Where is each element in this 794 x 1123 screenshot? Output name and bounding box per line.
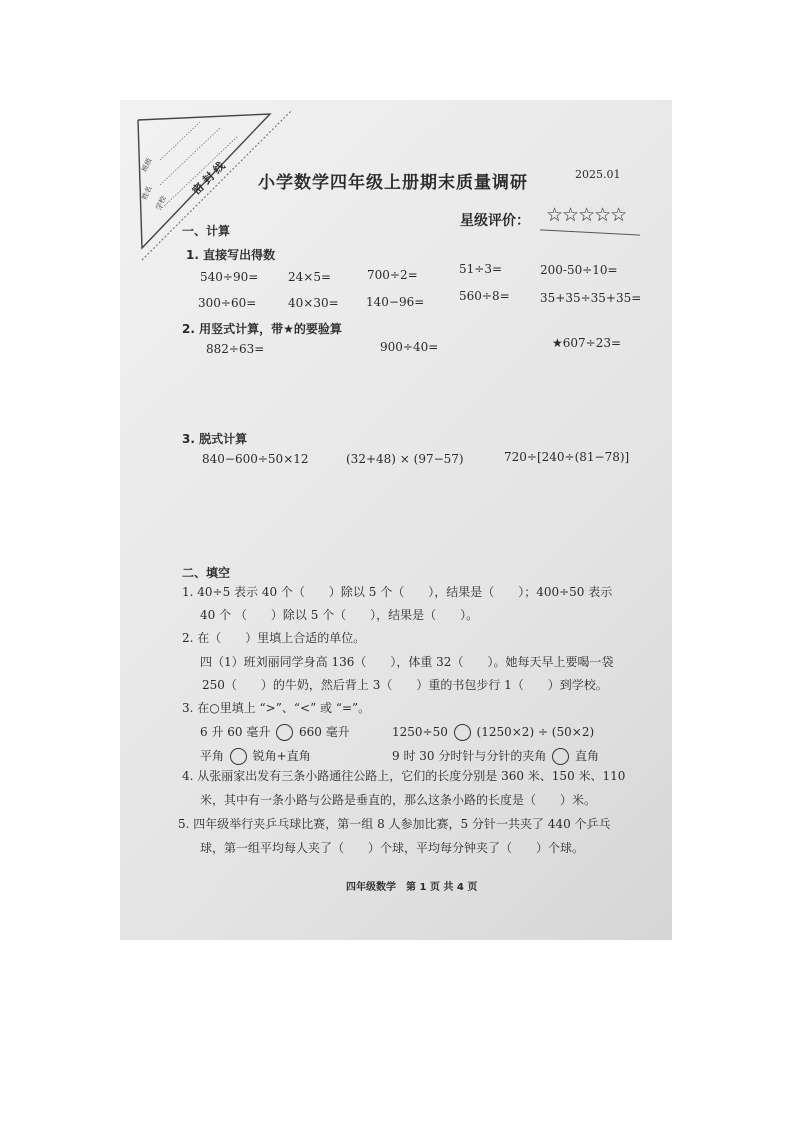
q1-item: 51÷3=: [459, 262, 503, 276]
fill-q3-line1: 3. 在○里填上 “>”、“<” 或 “=”。: [182, 701, 371, 715]
q1-item: 200-50÷10=: [540, 263, 618, 277]
fill-q1-line1: 1. 40÷5 表示 40 个（ ）除以 5 个（ ），结果是（ ）；400÷50 表示: [182, 585, 613, 599]
q2-item: 900÷40=: [380, 340, 439, 354]
binding-label-name: 姓名: [140, 184, 154, 202]
section1-title: 一、计算: [182, 224, 231, 238]
q1-item: 24×5=: [288, 270, 332, 284]
q2-item: 882÷63=: [206, 342, 265, 356]
q1-item: 35+35÷35+35=: [540, 291, 642, 305]
fill-q5-line2: 球，第一组平均每人夹了（ ）个球，平均每分钟夹了（ ）个球。: [200, 841, 585, 855]
compare-b-right: (1250×2) ÷ (50×2): [476, 725, 595, 739]
section2-title: 二、填空: [182, 566, 231, 580]
binding-label-class: 班级: [140, 156, 154, 174]
q3-item: (32+48) × (97−57): [346, 452, 464, 466]
exam-paper-photo: [120, 100, 672, 940]
rating-underline: [540, 229, 640, 235]
q2-title: 2. 用竖式计算，带★的要验算: [182, 322, 342, 336]
binding-label-school: 学校: [154, 194, 168, 212]
compare-c-right: 锐角+直角: [252, 749, 311, 763]
compare-d-right: 直角: [575, 749, 600, 763]
compare-a-left: 6 升 60 毫升: [200, 725, 271, 739]
fill-q4-line2: 米，其中有一条小路与公路是垂直的，那么这条小路的长度是（ ）米。: [200, 793, 597, 807]
fill-q5-line1: 5. 四年级举行夹乒乓球比赛，第一组 8 人参加比赛，5 分针一共夹了 440 个乒乓: [178, 817, 611, 831]
compare-circle[interactable]: [552, 748, 569, 765]
fill-q2-line2: 四（1）班刘丽同学身高 136（ ），体重 32（ ）。她每天早上要喝一袋: [200, 655, 614, 669]
q1-item: 140−96=: [366, 295, 425, 309]
compare-d-left: 9 时 30 分时针与分针的夹角: [392, 749, 547, 763]
compare-circle[interactable]: [454, 724, 471, 741]
q3-item: 720÷[240÷(81−78)]: [504, 450, 630, 464]
fill-q2-line3: 250（ ）的牛奶，然后背上 3（ ）重的书包步行 1（ ）到学校。: [202, 678, 608, 692]
q1-item: 540÷90=: [200, 270, 259, 284]
q2-item: ★607÷23=: [552, 336, 622, 350]
exam-date: 2025.01: [575, 168, 621, 181]
compare-circle[interactable]: [230, 748, 247, 765]
q1-item: 700÷2=: [367, 268, 418, 282]
compare-b: [392, 720, 594, 744]
compare-c-left: 平角: [200, 749, 225, 763]
fill-q2-line1: 2. 在（ ）里填上合适的单位。: [182, 631, 366, 645]
page-footer: 四年级数学 第 1 页 共 4 页: [346, 882, 478, 893]
compare-a: [200, 720, 350, 744]
q1-item: 300÷60=: [198, 296, 257, 310]
compare-a-right: 660 毫升: [299, 725, 350, 739]
compare-b-left: 1250÷50: [392, 725, 448, 739]
rating-label: 星级评价：: [460, 213, 530, 229]
fill-q1-line2: 40 个 （ ）除以 5 个（ ），结果是（ ）。: [200, 608, 479, 622]
compare-circle[interactable]: [276, 724, 293, 741]
q1-item: 40×30=: [288, 296, 339, 310]
q1-title: 1. 直接写出得数: [186, 248, 276, 262]
rating-stars: ☆☆☆☆☆: [546, 204, 627, 226]
q3-title: 3. 脱式计算: [182, 432, 248, 446]
exam-title: 小学数学四年级上册期末质量调研: [258, 173, 528, 193]
binding-line-text: 密 封 线: [189, 159, 228, 198]
q3-item: 840−600÷50×12: [202, 452, 309, 466]
q1-item: 560÷8=: [459, 289, 510, 303]
fill-q4-line1: 4. 从张丽家出发有三条小路通往公路上，它们的长度分别是 360 米、150 米、110: [182, 769, 626, 783]
